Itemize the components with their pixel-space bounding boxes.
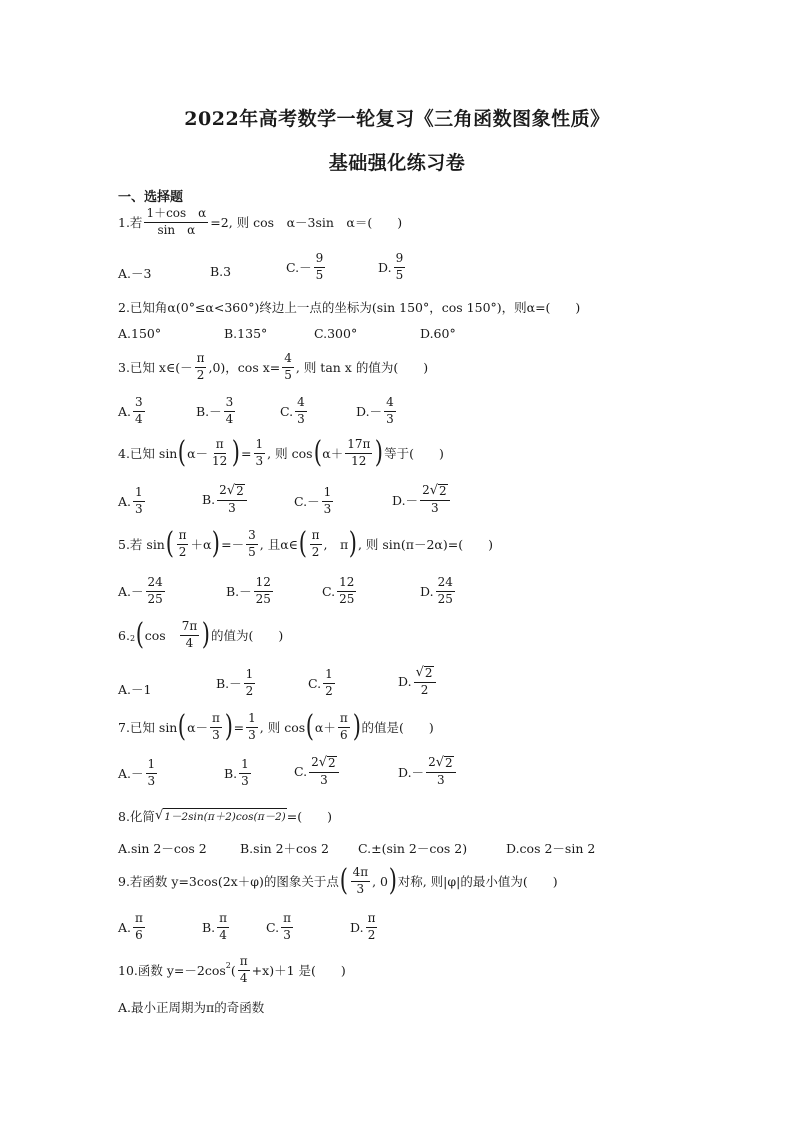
question-8-option-d[interactable]: D.cos 2－sin 2 [506,841,596,856]
question-4: 4.已知 sin ( α－ $\frac{\pi}{12}$ ) = $\frac{1}{3}$ , 则 cos ( α＋ $\frac{17\pi}{12}$ ) 等于( ) [118,435,444,471]
question-2-option-c[interactable]: C.300° [314,326,358,341]
question-3: 3.已知 x∈(－ $\frac{\pi}{2}$ ,0)，cos x= $\frac{4}{5}$ , 则 tan x 的值为( ) [118,351,429,382]
question-7-option-d[interactable]: D.－ 2 √ 2 3 [398,756,458,788]
question-3-option-a[interactable]: A. $\frac{3}{4}$ [118,395,143,426]
question-1-tail: =2, 则 cos α－3sin α＝( ) [210,215,403,231]
question-9: 9.若函数 y=3cos(2x＋φ)的图象关于点 ( $\frac{4\pi}{3}$ , 0 ) 对称, 则|φ|的最小值为( ) [118,863,558,899]
question-10: 10.函数 y=－2cos 2 ( $\frac{\pi}{4}$ +x)＋1 是( ) [118,954,346,985]
question-7-option-b[interactable]: B. $\frac{1}{3}$ [224,757,249,788]
question-6-option-b[interactable]: B.－ $\frac{1}{2}$ [216,667,254,698]
question-5: 5.若 sin ( $\frac{\pi}{2}$ ＋α ) =－ $\frac{3}{5}$ , 且α∈ ( $\frac{\pi}{2}$ , π ) , 则 sin(π－2α)=( ) [118,526,493,562]
question-2: 2.已知角α(0°≤α<360°)终边上一点的坐标为(sin 150°，cos 150°)，则α=( ) [118,300,581,315]
question-9-option-c[interactable]: C. $\frac{\pi}{3}$ [266,911,291,942]
question-1-option-d[interactable]: D. $\frac{9}{5}$ [378,251,404,282]
question-1-fraction: $\frac{\text{1＋cos α}}{\text{sin α}}$ [146,206,207,237]
question-5-option-d[interactable]: D. $\frac{24}{25}$ [420,575,453,606]
section-heading: 一、选择题 [118,190,184,205]
question-6-option-a[interactable]: A.－1 [118,682,152,697]
question-8-option-b[interactable]: B.sin 2＋cos 2 [240,841,329,856]
document-subtitle: 基础强化练习卷 [328,152,466,174]
question-9-option-a[interactable]: A. $\frac{\pi}{6}$ [118,911,143,942]
question-7-option-a[interactable]: A.－ $\frac{1}{3}$ [118,757,156,788]
question-6-option-c[interactable]: C. $\frac{1}{2}$ [308,667,333,698]
question-9-option-d[interactable]: D. $\frac{\pi}{2}$ [350,911,376,942]
question-2-option-d[interactable]: D.60° [420,326,456,341]
question-10-option-a[interactable]: A.最小正周期为π的奇函数 [118,1000,265,1015]
question-2-option-a[interactable]: A.150° [118,326,162,341]
question-8: 8.化简 √ 1－2sin(π＋2)cos(π－2) =( ) [118,808,332,824]
question-8-radical: √ 1－2sin(π＋2)cos(π－2) [154,808,286,823]
question-5-option-c[interactable]: C. $\frac{12}{25}$ [322,575,355,606]
question-1-lead: 1.若 [118,215,143,231]
question-7-option-c[interactable]: C. 2 √ 2 3 [294,756,341,788]
question-3-option-b[interactable]: B.－ $\frac{3}{4}$ [196,395,234,426]
question-3-option-d[interactable]: D.－ $\frac{4}{3}$ [356,395,394,426]
question-6-option-d[interactable]: D. √ 2 2 [398,666,438,698]
question-6: 6. 2 ( cos $\frac{7\pi}{4}$ ) 的值为( ) [118,617,284,653]
question-4-option-a[interactable]: A. $\frac{1}{3}$ [118,485,143,516]
question-2-option-b[interactable]: B.135° [224,326,268,341]
question-1-option-c[interactable]: C.－ $\frac{9}{5}$ [286,251,324,282]
question-4-option-b[interactable]: B. 2 √ 2 3 [202,484,249,516]
question-4-option-d[interactable]: D.－ 2 √ 2 3 [392,484,452,516]
question-1 [118,207,402,238]
question-1-option-a[interactable]: A.－3 [118,266,152,281]
question-8-option-a[interactable]: A.sin 2－cos 2 [118,841,207,856]
question-5-option-b[interactable]: B.－ $\frac{12}{25}$ [226,575,271,606]
question-8-option-c[interactable]: C.±(sin 2－cos 2) [358,841,468,856]
question-1-option-b[interactable]: B.3 [210,264,232,279]
question-4-option-c[interactable]: C.－ $\frac{1}{3}$ [294,485,332,516]
question-5-option-a[interactable]: A.－ $\frac{24}{25}$ [118,575,163,606]
question-7: 7.已知 sin ( α－ $\frac{\pi}{3}$ ) = $\frac{1}{3}$ , 则 cos ( α＋ $\frac{\pi}{6}$ ) 的值是( ) [118,709,434,745]
question-9-option-b[interactable]: B. $\frac{\pi}{4}$ [202,911,228,942]
document-title: 2022年高考数学一轮复习《三角函数图象性质》 [184,108,610,130]
question-3-option-c[interactable]: C. $\frac{4}{3}$ [280,395,305,426]
